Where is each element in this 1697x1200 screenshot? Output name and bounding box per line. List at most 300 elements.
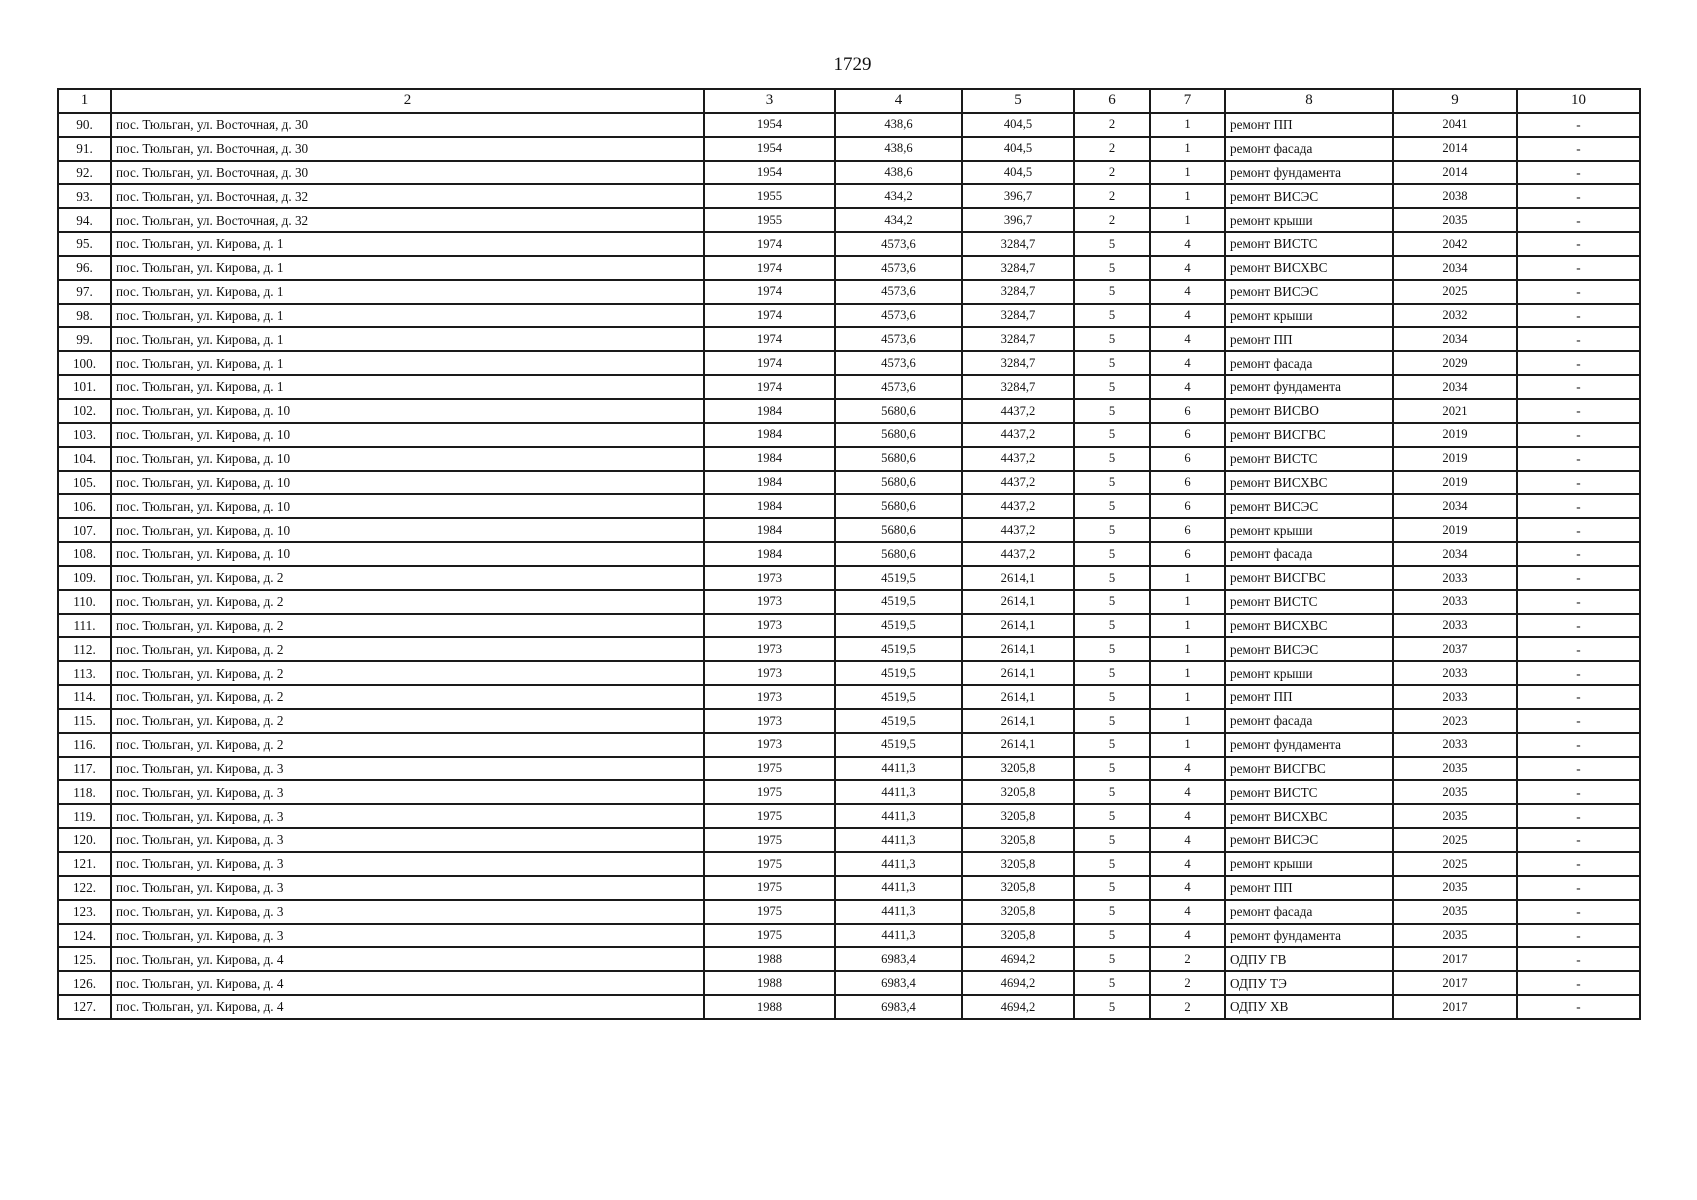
table-row (58, 804, 1640, 828)
cell-year-built: 1973 (704, 709, 835, 733)
cell-planned-year: 2035 (1393, 780, 1517, 804)
cell-entrances: 1 (1150, 137, 1225, 161)
cell-planned-year: 2029 (1393, 351, 1517, 375)
table-row (58, 590, 1640, 614)
cell-row-number: 93. (58, 184, 111, 208)
cell-address: пос. Тюльган, ул. Кирова, д. 2 (111, 685, 704, 709)
table-row (58, 184, 1640, 208)
table-row (58, 924, 1640, 948)
table-row (58, 733, 1640, 757)
cell-floors: 2 (1074, 184, 1150, 208)
cell-note: - (1517, 971, 1640, 995)
cell-year-built: 1954 (704, 161, 835, 185)
cell-work-type: ремонт ПП (1225, 113, 1393, 137)
cell-floors: 5 (1074, 852, 1150, 876)
cell-planned-year: 2021 (1393, 399, 1517, 423)
cell-note: - (1517, 709, 1640, 733)
table-row (58, 971, 1640, 995)
cell-note: - (1517, 518, 1640, 542)
cell-total-area: 5680,6 (835, 518, 962, 542)
cell-row-number: 125. (58, 947, 111, 971)
cell-address: пос. Тюльган, ул. Кирова, д. 3 (111, 804, 704, 828)
cell-entrances: 4 (1150, 828, 1225, 852)
cell-living-area: 3284,7 (962, 280, 1074, 304)
cell-living-area: 3284,7 (962, 256, 1074, 280)
cell-address: пос. Тюльган, ул. Кирова, д. 3 (111, 852, 704, 876)
cell-living-area: 4694,2 (962, 947, 1074, 971)
cell-entrances: 1 (1150, 661, 1225, 685)
cell-entrances: 1 (1150, 614, 1225, 638)
cell-entrances: 1 (1150, 208, 1225, 232)
cell-floors: 2 (1074, 113, 1150, 137)
cell-row-number: 102. (58, 399, 111, 423)
table-row (58, 113, 1640, 137)
cell-row-number: 107. (58, 518, 111, 542)
cell-planned-year: 2034 (1393, 327, 1517, 351)
cell-living-area: 404,5 (962, 161, 1074, 185)
cell-year-built: 1954 (704, 137, 835, 161)
cell-floors: 5 (1074, 661, 1150, 685)
column-header: 9 (1393, 89, 1517, 113)
cell-floors: 5 (1074, 995, 1150, 1019)
cell-work-type: ремонт крыши (1225, 661, 1393, 685)
cell-entrances: 4 (1150, 900, 1225, 924)
cell-address: пос. Тюльган, ул. Кирова, д. 2 (111, 614, 704, 638)
cell-note: - (1517, 327, 1640, 351)
cell-work-type: ремонт ПП (1225, 327, 1393, 351)
cell-note: - (1517, 113, 1640, 137)
cell-planned-year: 2034 (1393, 375, 1517, 399)
cell-planned-year: 2023 (1393, 709, 1517, 733)
cell-year-built: 1975 (704, 828, 835, 852)
cell-total-area: 4519,5 (835, 733, 962, 757)
cell-row-number: 110. (58, 590, 111, 614)
cell-year-built: 1975 (704, 757, 835, 781)
cell-year-built: 1974 (704, 327, 835, 351)
cell-year-built: 1984 (704, 494, 835, 518)
cell-floors: 5 (1074, 876, 1150, 900)
cell-planned-year: 2017 (1393, 947, 1517, 971)
cell-total-area: 4519,5 (835, 709, 962, 733)
page-number: 1729 (833, 54, 872, 75)
cell-planned-year: 2014 (1393, 161, 1517, 185)
cell-note: - (1517, 661, 1640, 685)
cell-year-built: 1974 (704, 375, 835, 399)
cell-entrances: 6 (1150, 399, 1225, 423)
cell-row-number: 124. (58, 924, 111, 948)
cell-planned-year: 2034 (1393, 494, 1517, 518)
cell-address: пос. Тюльган, ул. Кирова, д. 1 (111, 351, 704, 375)
cell-year-built: 1984 (704, 447, 835, 471)
cell-planned-year: 2033 (1393, 590, 1517, 614)
cell-note: - (1517, 423, 1640, 447)
cell-floors: 5 (1074, 471, 1150, 495)
cell-year-built: 1954 (704, 113, 835, 137)
cell-note: - (1517, 184, 1640, 208)
table-row (58, 161, 1640, 185)
cell-row-number: 108. (58, 542, 111, 566)
cell-row-number: 126. (58, 971, 111, 995)
cell-planned-year: 2017 (1393, 971, 1517, 995)
cell-entrances: 2 (1150, 947, 1225, 971)
cell-note: - (1517, 733, 1640, 757)
cell-living-area: 3205,8 (962, 804, 1074, 828)
cell-floors: 5 (1074, 900, 1150, 924)
cell-work-type: ремонт фасада (1225, 137, 1393, 161)
cell-work-type: ремонт ВИСТС (1225, 590, 1393, 614)
cell-row-number: 118. (58, 780, 111, 804)
cell-entrances: 4 (1150, 757, 1225, 781)
cell-floors: 2 (1074, 208, 1150, 232)
table-row (58, 828, 1640, 852)
cell-planned-year: 2034 (1393, 542, 1517, 566)
cell-floors: 5 (1074, 566, 1150, 590)
cell-note: - (1517, 757, 1640, 781)
table-body (58, 113, 1640, 1019)
cell-total-area: 434,2 (835, 208, 962, 232)
cell-entrances: 4 (1150, 232, 1225, 256)
cell-entrances: 1 (1150, 113, 1225, 137)
cell-floors: 5 (1074, 399, 1150, 423)
table-row (58, 471, 1640, 495)
cell-planned-year: 2019 (1393, 518, 1517, 542)
table-row (58, 423, 1640, 447)
table-row (58, 304, 1640, 328)
cell-floors: 5 (1074, 733, 1150, 757)
cell-planned-year: 2017 (1393, 995, 1517, 1019)
cell-floors: 5 (1074, 351, 1150, 375)
cell-row-number: 121. (58, 852, 111, 876)
cell-note: - (1517, 232, 1640, 256)
cell-work-type: ремонт ВИСГВС (1225, 566, 1393, 590)
cell-work-type: ремонт крыши (1225, 304, 1393, 328)
cell-address: пос. Тюльган, ул. Кирова, д. 1 (111, 304, 704, 328)
cell-planned-year: 2025 (1393, 852, 1517, 876)
cell-planned-year: 2037 (1393, 637, 1517, 661)
cell-planned-year: 2033 (1393, 733, 1517, 757)
cell-floors: 5 (1074, 232, 1150, 256)
cell-entrances: 1 (1150, 566, 1225, 590)
cell-year-built: 1975 (704, 900, 835, 924)
cell-floors: 5 (1074, 542, 1150, 566)
cell-living-area: 4437,2 (962, 542, 1074, 566)
cell-year-built: 1975 (704, 804, 835, 828)
cell-work-type: ремонт ВИСХВС (1225, 614, 1393, 638)
cell-planned-year: 2035 (1393, 924, 1517, 948)
cell-living-area: 4437,2 (962, 494, 1074, 518)
cell-entrances: 4 (1150, 327, 1225, 351)
table-row (58, 757, 1640, 781)
cell-floors: 5 (1074, 375, 1150, 399)
cell-note: - (1517, 924, 1640, 948)
cell-living-area: 3284,7 (962, 232, 1074, 256)
cell-floors: 5 (1074, 614, 1150, 638)
cell-living-area: 2614,1 (962, 614, 1074, 638)
cell-year-built: 1988 (704, 971, 835, 995)
cell-year-built: 1975 (704, 924, 835, 948)
cell-address: пос. Тюльган, ул. Кирова, д. 1 (111, 375, 704, 399)
cell-address: пос. Тюльган, ул. Кирова, д. 4 (111, 947, 704, 971)
cell-living-area: 396,7 (962, 184, 1074, 208)
cell-address: пос. Тюльган, ул. Кирова, д. 2 (111, 733, 704, 757)
cell-address: пос. Тюльган, ул. Кирова, д. 10 (111, 447, 704, 471)
cell-total-area: 4573,6 (835, 327, 962, 351)
cell-total-area: 4411,3 (835, 900, 962, 924)
cell-address: пос. Тюльган, ул. Восточная, д. 30 (111, 137, 704, 161)
cell-planned-year: 2019 (1393, 447, 1517, 471)
table-row (58, 399, 1640, 423)
cell-year-built: 1974 (704, 351, 835, 375)
cell-total-area: 5680,6 (835, 542, 962, 566)
table-row (58, 494, 1640, 518)
cell-year-built: 1975 (704, 780, 835, 804)
cell-living-area: 2614,1 (962, 685, 1074, 709)
cell-total-area: 438,6 (835, 161, 962, 185)
table-row (58, 232, 1640, 256)
cell-row-number: 116. (58, 733, 111, 757)
cell-work-type: ремонт фасада (1225, 709, 1393, 733)
cell-living-area: 3205,8 (962, 852, 1074, 876)
cell-note: - (1517, 304, 1640, 328)
cell-address: пос. Тюльган, ул. Кирова, д. 2 (111, 566, 704, 590)
table-row (58, 542, 1640, 566)
cell-note: - (1517, 447, 1640, 471)
cell-row-number: 111. (58, 614, 111, 638)
cell-floors: 5 (1074, 971, 1150, 995)
cell-row-number: 105. (58, 471, 111, 495)
cell-planned-year: 2041 (1393, 113, 1517, 137)
cell-row-number: 100. (58, 351, 111, 375)
table-row (58, 780, 1640, 804)
cell-row-number: 120. (58, 828, 111, 852)
cell-floors: 2 (1074, 161, 1150, 185)
cell-year-built: 1973 (704, 733, 835, 757)
cell-address: пос. Тюльган, ул. Кирова, д. 3 (111, 780, 704, 804)
cell-floors: 5 (1074, 256, 1150, 280)
cell-address: пос. Тюльган, ул. Кирова, д. 2 (111, 637, 704, 661)
cell-work-type: ремонт ВИСТС (1225, 232, 1393, 256)
cell-total-area: 5680,6 (835, 399, 962, 423)
cell-row-number: 95. (58, 232, 111, 256)
cell-note: - (1517, 804, 1640, 828)
cell-address: пос. Тюльган, ул. Кирова, д. 4 (111, 995, 704, 1019)
cell-work-type: ремонт фундамента (1225, 375, 1393, 399)
cell-year-built: 1988 (704, 995, 835, 1019)
cell-living-area: 2614,1 (962, 733, 1074, 757)
cell-entrances: 4 (1150, 375, 1225, 399)
cell-work-type: ремонт ВИСЭС (1225, 828, 1393, 852)
cell-row-number: 109. (58, 566, 111, 590)
cell-planned-year: 2035 (1393, 208, 1517, 232)
cell-entrances: 2 (1150, 971, 1225, 995)
cell-total-area: 5680,6 (835, 447, 962, 471)
cell-planned-year: 2025 (1393, 280, 1517, 304)
cell-total-area: 4573,6 (835, 351, 962, 375)
cell-work-type: ремонт ВИСХВС (1225, 804, 1393, 828)
cell-note: - (1517, 351, 1640, 375)
cell-row-number: 104. (58, 447, 111, 471)
table-row (58, 256, 1640, 280)
cell-note: - (1517, 566, 1640, 590)
table-row (58, 685, 1640, 709)
table-row (58, 661, 1640, 685)
table-row (58, 351, 1640, 375)
cell-total-area: 438,6 (835, 113, 962, 137)
cell-work-type: ремонт ВИСЭС (1225, 280, 1393, 304)
table-row (58, 614, 1640, 638)
cell-year-built: 1975 (704, 852, 835, 876)
cell-entrances: 6 (1150, 494, 1225, 518)
cell-planned-year: 2035 (1393, 876, 1517, 900)
cell-planned-year: 2033 (1393, 614, 1517, 638)
cell-address: пос. Тюльган, ул. Кирова, д. 10 (111, 399, 704, 423)
cell-year-built: 1984 (704, 518, 835, 542)
cell-total-area: 5680,6 (835, 423, 962, 447)
cell-note: - (1517, 614, 1640, 638)
cell-year-built: 1974 (704, 304, 835, 328)
cell-entrances: 6 (1150, 542, 1225, 566)
cell-row-number: 97. (58, 280, 111, 304)
cell-address: пос. Тюльган, ул. Восточная, д. 30 (111, 161, 704, 185)
cell-year-built: 1973 (704, 685, 835, 709)
cell-total-area: 5680,6 (835, 471, 962, 495)
cell-living-area: 3205,8 (962, 900, 1074, 924)
cell-address: пос. Тюльган, ул. Кирова, д. 10 (111, 423, 704, 447)
cell-note: - (1517, 208, 1640, 232)
cell-year-built: 1988 (704, 947, 835, 971)
cell-work-type: ремонт ПП (1225, 685, 1393, 709)
cell-planned-year: 2019 (1393, 423, 1517, 447)
cell-total-area: 4411,3 (835, 876, 962, 900)
cell-row-number: 94. (58, 208, 111, 232)
cell-work-type: ОДПУ ГВ (1225, 947, 1393, 971)
cell-planned-year: 2038 (1393, 184, 1517, 208)
cell-address: пос. Тюльган, ул. Кирова, д. 1 (111, 232, 704, 256)
cell-planned-year: 2034 (1393, 256, 1517, 280)
cell-work-type: ремонт ВИСВО (1225, 399, 1393, 423)
cell-work-type: ремонт ВИСЭС (1225, 637, 1393, 661)
cell-floors: 5 (1074, 780, 1150, 804)
cell-entrances: 1 (1150, 709, 1225, 733)
cell-floors: 5 (1074, 757, 1150, 781)
table-row (58, 137, 1640, 161)
cell-row-number: 98. (58, 304, 111, 328)
cell-planned-year: 2035 (1393, 900, 1517, 924)
cell-living-area: 3205,8 (962, 828, 1074, 852)
cell-total-area: 6983,4 (835, 995, 962, 1019)
cell-entrances: 6 (1150, 423, 1225, 447)
cell-planned-year: 2032 (1393, 304, 1517, 328)
cell-address: пос. Тюльган, ул. Восточная, д. 30 (111, 113, 704, 137)
cell-floors: 5 (1074, 924, 1150, 948)
cell-total-area: 4519,5 (835, 566, 962, 590)
cell-year-built: 1973 (704, 566, 835, 590)
cell-entrances: 1 (1150, 590, 1225, 614)
cell-entrances: 1 (1150, 184, 1225, 208)
table-header-row (58, 89, 1640, 113)
cell-note: - (1517, 876, 1640, 900)
cell-note: - (1517, 995, 1640, 1019)
table-row (58, 566, 1640, 590)
cell-total-area: 4411,3 (835, 757, 962, 781)
cell-note: - (1517, 637, 1640, 661)
cell-work-type: ремонт крыши (1225, 852, 1393, 876)
cell-living-area: 2614,1 (962, 590, 1074, 614)
cell-entrances: 4 (1150, 780, 1225, 804)
cell-planned-year: 2033 (1393, 685, 1517, 709)
cell-note: - (1517, 280, 1640, 304)
cell-living-area: 4437,2 (962, 399, 1074, 423)
cell-address: пос. Тюльган, ул. Кирова, д. 10 (111, 542, 704, 566)
cell-row-number: 99. (58, 327, 111, 351)
cell-entrances: 4 (1150, 804, 1225, 828)
cell-entrances: 4 (1150, 876, 1225, 900)
cell-floors: 5 (1074, 494, 1150, 518)
cell-row-number: 113. (58, 661, 111, 685)
cell-living-area: 4694,2 (962, 995, 1074, 1019)
cell-row-number: 114. (58, 685, 111, 709)
cell-living-area: 3205,8 (962, 757, 1074, 781)
cell-row-number: 117. (58, 757, 111, 781)
cell-entrances: 4 (1150, 280, 1225, 304)
cell-total-area: 4519,5 (835, 685, 962, 709)
cell-address: пос. Тюльган, ул. Восточная, д. 32 (111, 208, 704, 232)
table-row (58, 208, 1640, 232)
cell-planned-year: 2014 (1393, 137, 1517, 161)
cell-total-area: 4519,5 (835, 614, 962, 638)
cell-living-area: 2614,1 (962, 661, 1074, 685)
cell-note: - (1517, 399, 1640, 423)
cell-address: пос. Тюльган, ул. Кирова, д. 3 (111, 924, 704, 948)
cell-note: - (1517, 494, 1640, 518)
table-row (58, 280, 1640, 304)
cell-address: пос. Тюльган, ул. Кирова, д. 2 (111, 709, 704, 733)
cell-row-number: 92. (58, 161, 111, 185)
cell-row-number: 119. (58, 804, 111, 828)
cell-work-type: ремонт ВИСГВС (1225, 423, 1393, 447)
table-row (58, 447, 1640, 471)
cell-total-area: 4411,3 (835, 804, 962, 828)
cell-floors: 5 (1074, 518, 1150, 542)
cell-total-area: 5680,6 (835, 494, 962, 518)
cell-note: - (1517, 256, 1640, 280)
cell-work-type: ремонт ВИСТС (1225, 780, 1393, 804)
cell-note: - (1517, 900, 1640, 924)
cell-year-built: 1973 (704, 590, 835, 614)
table-row (58, 852, 1640, 876)
cell-note: - (1517, 947, 1640, 971)
cell-living-area: 3205,8 (962, 924, 1074, 948)
cell-floors: 5 (1074, 637, 1150, 661)
table-row (58, 876, 1640, 900)
cell-row-number: 106. (58, 494, 111, 518)
column-header: 10 (1517, 89, 1640, 113)
cell-work-type: ремонт фасада (1225, 542, 1393, 566)
cell-floors: 5 (1074, 280, 1150, 304)
cell-living-area: 3284,7 (962, 304, 1074, 328)
cell-year-built: 1984 (704, 471, 835, 495)
cell-address: пос. Тюльган, ул. Кирова, д. 10 (111, 471, 704, 495)
cell-living-area: 4437,2 (962, 518, 1074, 542)
table-row (58, 900, 1640, 924)
cell-address: пос. Тюльган, ул. Кирова, д. 10 (111, 518, 704, 542)
cell-year-built: 1973 (704, 637, 835, 661)
cell-work-type: ремонт ПП (1225, 876, 1393, 900)
cell-note: - (1517, 590, 1640, 614)
cell-living-area: 3205,8 (962, 876, 1074, 900)
cell-work-type: ремонт ВИСХВС (1225, 256, 1393, 280)
cell-row-number: 123. (58, 900, 111, 924)
